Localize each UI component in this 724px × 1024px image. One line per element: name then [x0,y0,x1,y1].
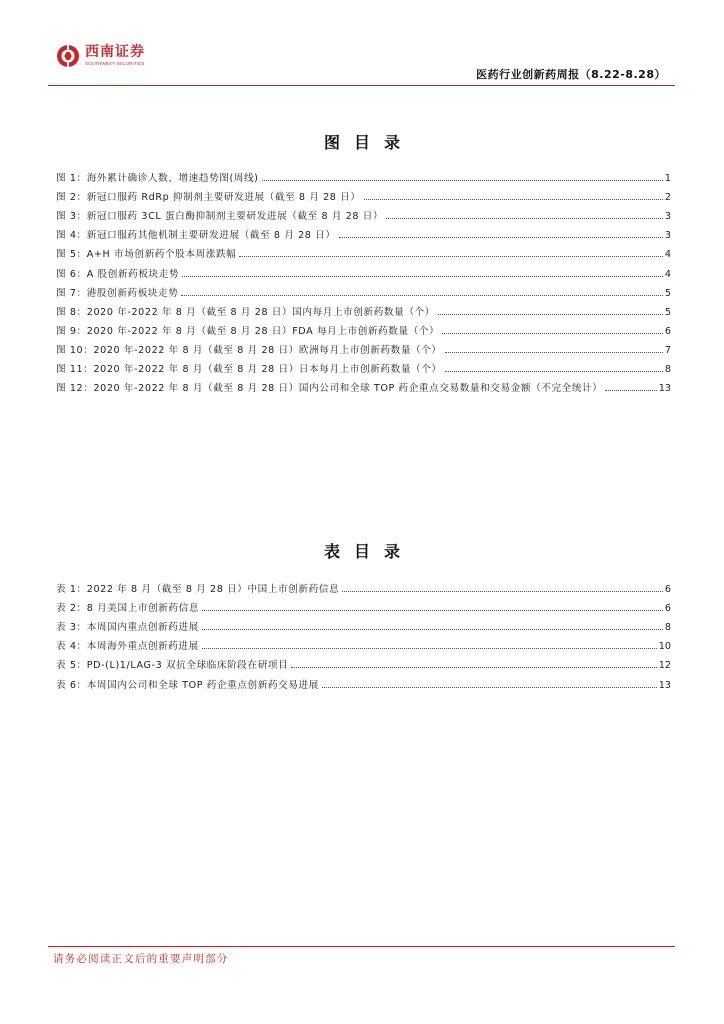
toc-entry[interactable] [56,595,671,614]
toc-entry-page-number: 7 [664,344,671,356]
toc-entry-page-number: 4 [664,249,671,261]
toc-entry-label: 图 1：海外累计确诊人数、增速趋势图(周线) [56,173,259,185]
brand-name-en: SOUTHWEST SECURITIES [85,61,145,66]
toc-entry-page-number: 5 [664,306,671,318]
toc-entry-label: 图 12：2020 年-2022 年 8 月（截至 8 月 28 日）国内公司和全球 TOP 药企重点交易数量和交易金额（不完全统计） [56,383,603,395]
toc-dot-leader [442,333,663,334]
report-title: 医药行业创新药周报（8.22-8.28） [476,68,666,81]
toc-entry-label: 图 11：2020 年-2022 年 8 月（截至 8 月 28 日）日本每月上市创新药数量（个） [56,364,442,376]
toc-entry[interactable] [56,222,671,241]
toc-entry-label: 表 1：2022 年 8 月（截至 8 月 28 日）中国上市创新药信息 [56,584,340,596]
toc-entry-page-number: 10 [658,641,671,653]
toc-dot-leader [262,180,663,181]
toc-dot-leader [181,295,662,296]
footer-divider [48,946,675,947]
toc-entry-label: 图 8：2020 年-2022 年 8 月（截至 8 月 28 日）国内每月上市创新药数量（个） [56,306,435,318]
toc-entry-label: 图 4：新冠口服药其他机制主要研发进展（截至 8 月 28 日） [56,230,336,242]
toc-dot-leader [322,687,657,688]
tables-toc-list [56,576,671,691]
toc-entry[interactable] [56,260,671,279]
toc-entry-page-number: 3 [664,230,671,242]
toc-entry[interactable] [56,337,671,356]
toc-entry-page-number: 13 [658,679,671,691]
toc-entry-label: 图 10：2020 年-2022 年 8 月（截至 8 月 28 日）欧洲每月上市创新药数量（个） [56,344,442,356]
toc-entry-page-number: 6 [664,584,671,596]
toc-entry[interactable] [56,576,671,595]
toc-entry-label: 表 2：8 月美国上市创新药信息 [56,603,200,615]
toc-dot-leader [364,199,663,200]
toc-entry[interactable] [56,356,671,375]
toc-entry-label: 图 5：A+H 市场创新药个股本周涨跌幅 [56,249,237,261]
footer-disclaimer: 请务必阅读正文后的重要声明部分 [53,953,229,965]
toc-entry-label: 表 4：本周海外重点创新药进展 [56,641,199,653]
toc-entry[interactable] [56,184,671,203]
figures-toc-list [56,165,671,394]
toc-dot-leader [605,390,656,391]
southwest-securities-logo-icon [56,44,80,68]
toc-dot-leader [445,371,663,372]
toc-dot-leader [202,648,657,649]
toc-dot-leader [239,256,663,257]
toc-entry-label: 图 3：新冠口服药 3CL 蛋白酶抑制剂主要研发进展（截至 8 月 28 日） [56,211,384,223]
toc-entry-page-number: 8 [664,364,671,376]
toc-dot-leader [182,276,663,277]
tables-toc-title: 表目录 [323,542,414,561]
header-divider [48,85,675,86]
toc-dot-leader [342,591,663,592]
toc-entry[interactable] [56,614,671,633]
logo-text [85,45,145,67]
toc-entry-label: 图 9：2020 年-2022 年 8 月（截至 8 月 28 日）FDA 每月上市创新药数量（个） [56,325,440,337]
toc-entry[interactable] [56,165,671,184]
figures-toc-title: 图目录 [323,133,414,152]
toc-entry-page-number: 5 [664,287,671,299]
toc-dot-leader [339,237,663,238]
toc-dot-leader [386,218,663,219]
toc-entry-label: 表 6：本周国内公司和全球 TOP 药企重点创新药交易进展 [56,679,319,691]
toc-entry[interactable] [56,633,671,652]
toc-entry[interactable] [56,318,671,337]
toc-dot-leader [202,610,663,611]
toc-entry-page-number: 8 [664,622,671,634]
toc-entry-page-number: 3 [664,211,671,223]
toc-entry-page-number: 6 [664,325,671,337]
toc-dot-leader [438,314,663,315]
page-header [0,0,724,90]
toc-entry[interactable] [56,671,671,690]
toc-entry[interactable] [56,375,671,394]
toc-entry[interactable] [56,652,671,671]
toc-entry-label: 图 6：A 股创新药板块走势 [56,268,180,280]
toc-entry-page-number: 1 [664,173,671,185]
toc-entry-label: 表 3：本周国内重点创新药进展 [56,622,199,634]
toc-entry[interactable] [56,203,671,222]
toc-dot-leader [202,629,663,630]
toc-entry-page-number: 2 [664,192,671,204]
toc-dot-leader [291,667,657,668]
toc-entry-page-number: 13 [658,383,671,395]
toc-entry-page-number: 6 [664,603,671,615]
toc-entry-page-number: 4 [664,268,671,280]
toc-entry-label: 表 5：PD-(L)1/LAG-3 双抗全球临床阶段在研项目 [56,660,289,672]
toc-entry-label: 图 2：新冠口服药 RdRp 抑制剂主要研发进展（截至 8 月 28 日） [56,192,361,204]
toc-entry[interactable] [56,299,671,318]
brand-name-cn: 西南证券 [85,44,145,60]
toc-entry[interactable] [56,280,671,299]
toc-entry[interactable] [56,241,671,260]
toc-dot-leader [445,352,663,353]
toc-entry-label: 图 7：港股创新药板块走势 [56,287,179,299]
company-logo [56,44,145,68]
toc-entry-page-number: 12 [658,660,671,672]
